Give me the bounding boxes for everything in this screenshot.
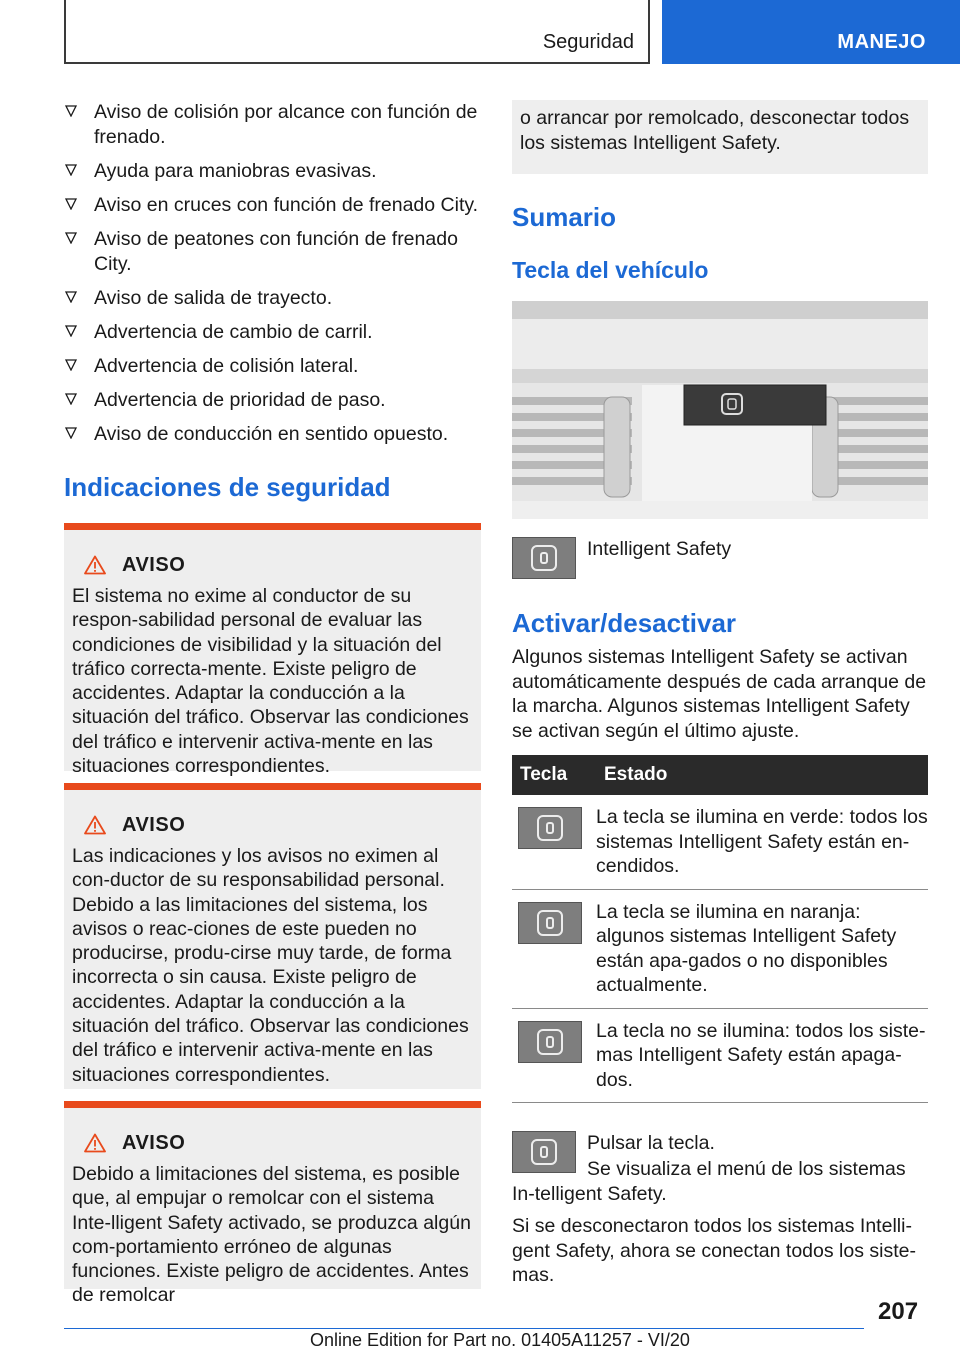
safety-button-icon bbox=[518, 902, 582, 944]
bullet-triangle-icon bbox=[65, 105, 77, 117]
intelligent-safety-button-icon bbox=[512, 1131, 576, 1173]
key-legend-text: Intelligent Safety bbox=[587, 538, 732, 560]
list-item-text: Aviso de conducción en sentido opuesto. bbox=[94, 423, 449, 445]
list-item-text: Advertencia de colisión lateral. bbox=[94, 355, 359, 377]
bullet-triangle-icon bbox=[65, 232, 77, 244]
bullet-triangle-icon bbox=[65, 325, 77, 337]
footer-edition: Online Edition for Part no. 01405A11257 - VI/20 bbox=[310, 1330, 690, 1350]
list-item bbox=[64, 159, 481, 184]
warning-notice-3 bbox=[64, 1101, 481, 1307]
notice-text: El sistema no exime al conductor de su respon-sabilidad personal de evaluar las condiciones de visibilidad y la situación del tráfico correcta-mente. Existe peligro de accidentes. Adaptar la conducción a la situación del tráfico. Observar las condiciones del tráfico e intervenir activa-mente en las situaciones correspondientes. bbox=[72, 585, 469, 778]
status-text: La tecla no se ilumina: todos los siste-mas Intelligent Safety están apaga-dos. bbox=[596, 1008, 928, 1103]
warning-triangle-icon bbox=[84, 815, 106, 835]
feature-list bbox=[64, 100, 481, 447]
activate-text: Algunos sistemas Intelligent Safety se activan automáticamente después de cada arranque de la marcha. Algunos sistemas Intelligent Safety se activan según el último ajuste. bbox=[512, 646, 927, 742]
activate-heading: Activar/desactivar bbox=[512, 608, 737, 638]
warning-triangle-icon bbox=[84, 555, 106, 575]
safety-button-icon bbox=[518, 807, 582, 849]
list-item-text: Advertencia de prioridad de paso. bbox=[94, 389, 386, 411]
notice-text: Debido a limitaciones del sistema, es posible que, al empujar o remolcar con el sistema Inte-lligent Safety activado, se produzca algún com-portamiento erróneo de algunas funciones. Existe peligro de accidentes. Antes de remolcar bbox=[72, 1163, 471, 1307]
list-item-text: Aviso de colisión por alcance con función de frenado. bbox=[94, 101, 478, 148]
bullet-triangle-icon bbox=[65, 359, 77, 371]
table-row bbox=[512, 795, 928, 889]
notice-title: AVISO bbox=[122, 553, 186, 576]
list-item bbox=[64, 100, 481, 150]
vehicle-key-heading: Tecla del vehículo bbox=[512, 257, 709, 283]
list-item-text: Aviso en cruces con función de frenado City. bbox=[94, 194, 479, 216]
header-box bbox=[64, 0, 650, 64]
bullet-triangle-icon bbox=[65, 393, 77, 405]
notice-title: AVISO bbox=[122, 1131, 186, 1154]
left-column bbox=[64, 100, 481, 1307]
warning-notice-1 bbox=[64, 523, 481, 778]
list-item bbox=[64, 227, 481, 277]
column-header-key: Tecla bbox=[512, 755, 596, 795]
final-text: Si se desconectaron todos los sistemas Intelli-gent Safety, ahora se conectan todos los siste-mas. bbox=[512, 1215, 916, 1286]
list-item-text: Ayuda para maniobras evasivas. bbox=[94, 160, 377, 182]
summary-heading: Sumario bbox=[512, 202, 617, 232]
page-number: 207 bbox=[878, 1298, 919, 1325]
right-column bbox=[512, 100, 928, 1288]
press-result-text: Se visualiza el menú de los sistemas In-telligent Safety. bbox=[512, 1158, 906, 1205]
list-item-text: Aviso de salida de trayecto. bbox=[94, 287, 333, 309]
status-table bbox=[512, 755, 928, 1103]
notice-title: AVISO bbox=[122, 813, 186, 836]
press-key-text: Pulsar la tecla. bbox=[587, 1132, 715, 1154]
bullet-triangle-icon bbox=[65, 198, 77, 210]
table-row bbox=[512, 889, 928, 1008]
notice-header bbox=[84, 1130, 473, 1156]
list-item bbox=[64, 388, 481, 413]
key-legend bbox=[512, 537, 928, 579]
list-item bbox=[64, 286, 481, 311]
safety-heading: Indicaciones de seguridad bbox=[64, 472, 391, 502]
notice-header bbox=[84, 552, 473, 578]
warning-notice-2 bbox=[64, 783, 481, 1089]
list-item bbox=[64, 193, 481, 218]
table-header-row bbox=[512, 755, 928, 795]
bullet-triangle-icon bbox=[65, 427, 77, 439]
chapter-tab[interactable] bbox=[662, 0, 960, 64]
footer-divider bbox=[64, 1328, 864, 1329]
list-item-text: Aviso de peatones con función de frenado City. bbox=[94, 228, 458, 275]
bullet-triangle-icon bbox=[65, 164, 77, 176]
vehicle-key-photo bbox=[512, 301, 928, 519]
list-item-text: Advertencia de cambio de carril. bbox=[94, 321, 373, 343]
status-text: La tecla se ilumina en verde: todos los sistemas Intelligent Safety están en-cendidos. bbox=[596, 795, 928, 889]
warning-triangle-icon bbox=[84, 1133, 106, 1153]
notice-text: Las indicaciones y los avisos no eximen al con-ductor de su responsabilidad personal. Debido a las limitaciones del sistema, los avisos o reac-ciones de este pueden no producirse, produ-cirse muy tarde, de forma incorrecta o sin causa. Existe peligro de accidentes. Adaptar la conducción a la situación del tráfico. Observar las condiciones del tráfico e intervenir activa-mente en las situaciones correspondientes. bbox=[72, 845, 469, 1086]
status-text: La tecla se ilumina en naranja: algunos sistemas Intelligent Safety están apa-gados o no disponibles actualmente. bbox=[596, 889, 928, 1008]
bullet-triangle-icon bbox=[65, 291, 77, 303]
intelligent-safety-button-icon bbox=[512, 537, 576, 579]
safety-button-icon bbox=[518, 1021, 582, 1063]
list-item bbox=[64, 320, 481, 345]
section-title: Seguridad bbox=[542, 31, 634, 53]
list-item bbox=[64, 354, 481, 379]
chapter-tab-label: MANEJO bbox=[837, 31, 926, 53]
list-item bbox=[64, 422, 481, 447]
notice-continuation: o arrancar por remolcado, desconectar todos los sistemas Intelligent Safety. bbox=[512, 100, 928, 174]
table-row bbox=[512, 1008, 928, 1103]
notice-header bbox=[84, 812, 473, 838]
column-header-status: Estado bbox=[596, 755, 928, 795]
